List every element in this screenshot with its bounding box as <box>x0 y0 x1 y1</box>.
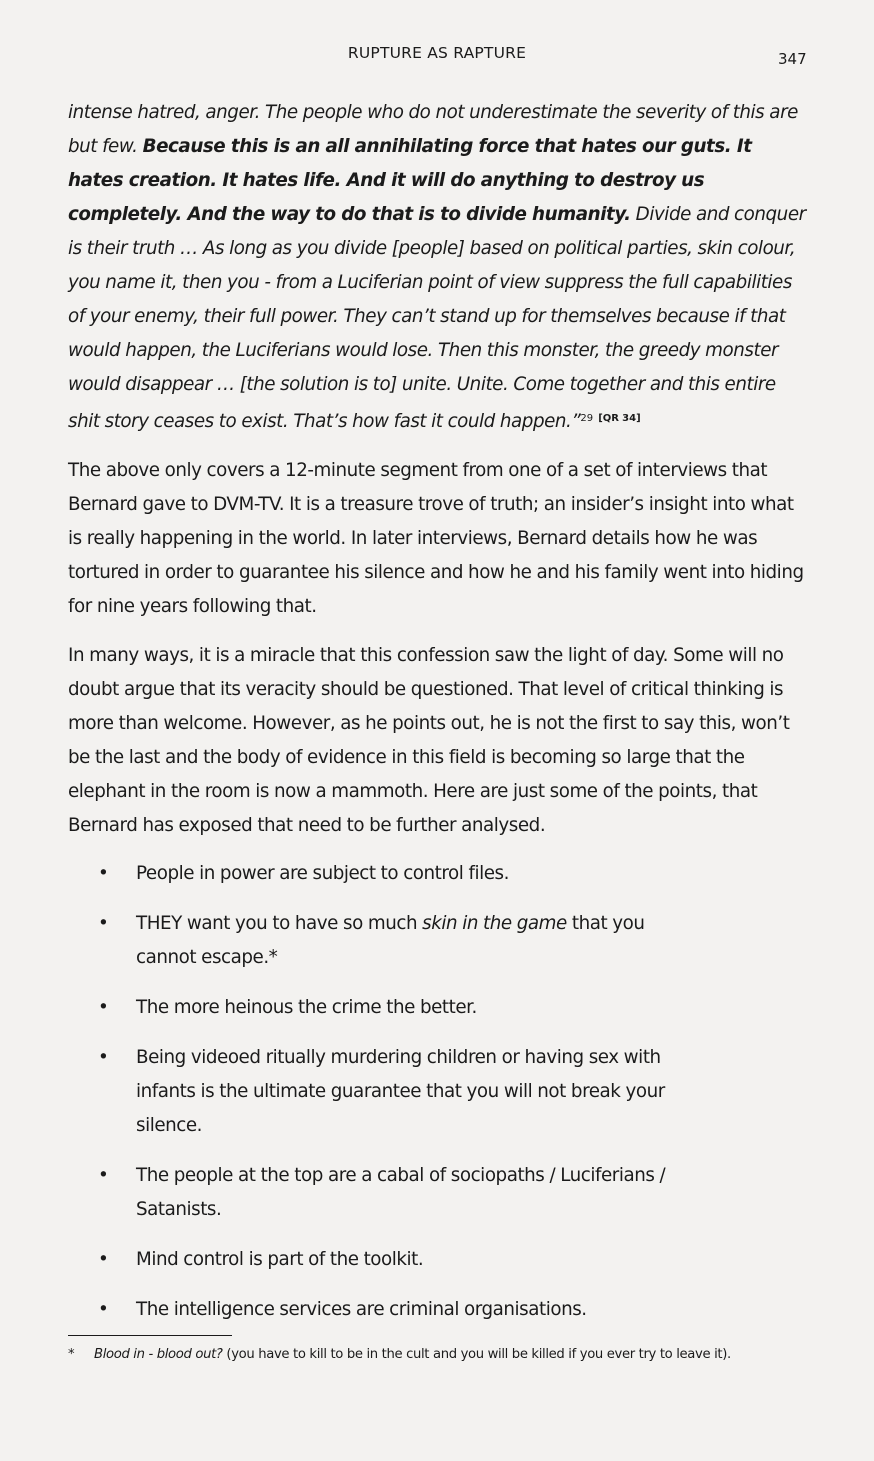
footnote-divider <box>68 1335 232 1336</box>
bullet-item <box>68 1041 676 1143</box>
bullet-text: The people at the top are a cabal of sociopaths / Luciferians / Satanists. <box>136 1165 666 1220</box>
footnote-marker: * <box>68 1347 75 1362</box>
bullet-text-post: that you cannot escape.* <box>136 913 645 968</box>
bullet-item <box>68 907 676 975</box>
bullet-item <box>68 1243 676 1277</box>
bullet-item <box>68 991 676 1025</box>
paragraph: The above only covers a 12-minute segment from one of a set of interviews that Bernard gave to DVM-TV. It is a treasure trove of truth; an insider’s insight into what is really happening in the world. In later interviews, Bernard details how he was tortured in order to guarantee his silence and how he and his family went into hiding for nine years following that. <box>68 460 804 617</box>
quote-intro: intense hatred, anger. The people who do not underestimate the severity of this are but few. <box>68 102 798 157</box>
bullet-icon: • <box>98 1299 109 1320</box>
bullet-icon: • <box>98 863 109 884</box>
bullet-icon: • <box>98 913 109 934</box>
bullet-item <box>68 1159 676 1227</box>
footnote <box>68 1344 818 1366</box>
quote-paragraph <box>68 96 808 439</box>
bullet-icon: • <box>98 1047 109 1068</box>
bullet-item <box>68 857 676 891</box>
bullet-icon: • <box>98 1165 109 1186</box>
bullet-icon: • <box>98 997 109 1018</box>
paragraph: In many ways, it is a miracle that this confession saw the light of day. Some will no doubt argue that its veracity should be questioned. That level of critical thinking is more than welcome. However, as he points out, he is not the first to say this, won’t be the last and the body of evidence in this field is becoming so large that the elephant in the room is now a mammoth. Here are just some of the points, that Bernard has exposed that need to be further analysed. <box>68 645 790 836</box>
running-head: RUPTURE AS RAPTURE <box>347 44 527 62</box>
bullet-text-emphasis: skin in the game <box>422 913 567 934</box>
page-number: 347 <box>778 50 807 68</box>
bullet-text-pre: THEY want you to have so much <box>136 913 423 934</box>
footnote-text: (you have to kill to be in the cult and you will be killed if you ever try to leave it). <box>222 1347 731 1362</box>
qr-reference: [QR 34] <box>598 413 641 424</box>
bullet-text: The intelligence services are criminal organisations. <box>136 1299 587 1320</box>
bullet-item <box>68 1293 676 1327</box>
bullet-text: People in power are subject to control files. <box>136 863 509 884</box>
body-text <box>68 96 808 1343</box>
bullet-icon: • <box>98 1249 109 1270</box>
bullet-text: The more heinous the crime the better. <box>136 997 477 1018</box>
quote-rest: Divide and conquer is their truth … As long as you divide [people] based on political parties, skin colour, you name it, then you - from a Luciferian point of view suppress the full capabilities of your enemy, their full power. They can’t stand up for themselves because if that would happen, the Luciferians would lose. Then this monster, the greedy monster would disappear … [the solution is to] unite. Unite. Come together and this entire shit story ceases to exist. That’s how fast it could happen.” <box>68 204 806 432</box>
bullet-list <box>68 857 808 1327</box>
bullet-text: Mind control is part of the toolkit. <box>136 1249 424 1270</box>
footnote-emphasis: Blood in - blood out? <box>94 1347 223 1362</box>
quote-bold: Because this is an all annihilating force that hates our guts. It hates creation. It hates life. And it will do anything to destroy us completely. And the way to do that is to divide humanity. <box>68 136 752 225</box>
bullet-text: Being videoed ritually murdering children or having sex with infants is the ultimate guarantee that you will not break your silence. <box>136 1047 665 1136</box>
footnote-reference: 29 <box>580 413 594 424</box>
